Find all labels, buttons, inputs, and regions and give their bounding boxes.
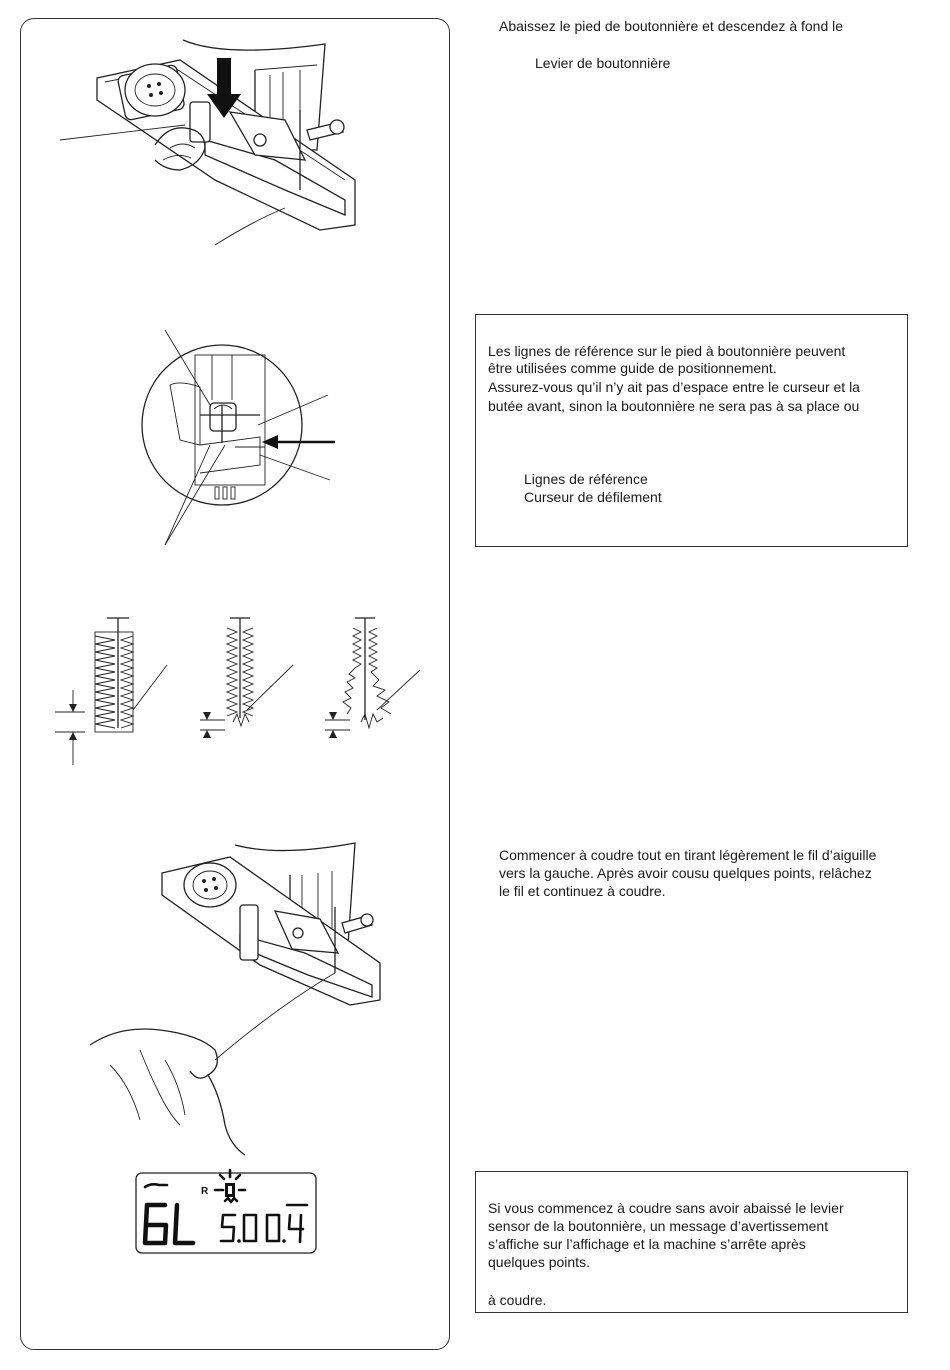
buttonhole-foot-closeup-illustration <box>140 325 340 550</box>
note2-line2: sensor de la boutonnière, un message d’avertissement <box>488 1218 829 1234</box>
step3-line2: vers la gauche. Après avoir cousu quelques points, relâchez <box>499 865 872 881</box>
note1-line4: butée avant, sinon la boutonnière ne sera pas à sa place ou <box>488 398 860 414</box>
note2-line3: s’affiche sur l’affichage et la machine s’arrête après <box>488 1236 806 1252</box>
thread-pulling-hand-illustration <box>80 835 400 1155</box>
step3-line1: Commencer à coudre tout en tirant légèrement le fil d’aiguille <box>499 847 877 863</box>
note1-label2: Curseur de défilement <box>524 489 662 505</box>
lever-label: Levier de boutonnière <box>535 55 671 71</box>
step1-text: Abaissez le pied de boutonnière et descendez à fond le <box>499 18 844 34</box>
note2-line5: à coudre. <box>488 1292 547 1308</box>
lcd-indicator: R <box>201 1186 209 1197</box>
note2-line1: Si vous commencez à coudre sans avoir abaissé le levier <box>488 1200 844 1216</box>
note1-label1: Lignes de référence <box>524 471 648 487</box>
sewing-machine-foot-illustration <box>55 30 395 260</box>
note2-line4: quelques points. <box>488 1254 590 1270</box>
note1-line2: être utilisées comme guide de positionnement. <box>488 360 777 376</box>
step3-line3: le fil et continuez à coudre. <box>499 883 666 899</box>
note1-line3: Assurez-vous qu’il n’y ait pas d’espace entre le curseur et la <box>488 379 860 395</box>
buttonhole-stitch-diagrams <box>55 610 435 770</box>
note1-line1: Les lignes de référence sur le pied à boutonnière peuvent <box>488 343 846 359</box>
lcd-display-illustration <box>135 1165 320 1260</box>
